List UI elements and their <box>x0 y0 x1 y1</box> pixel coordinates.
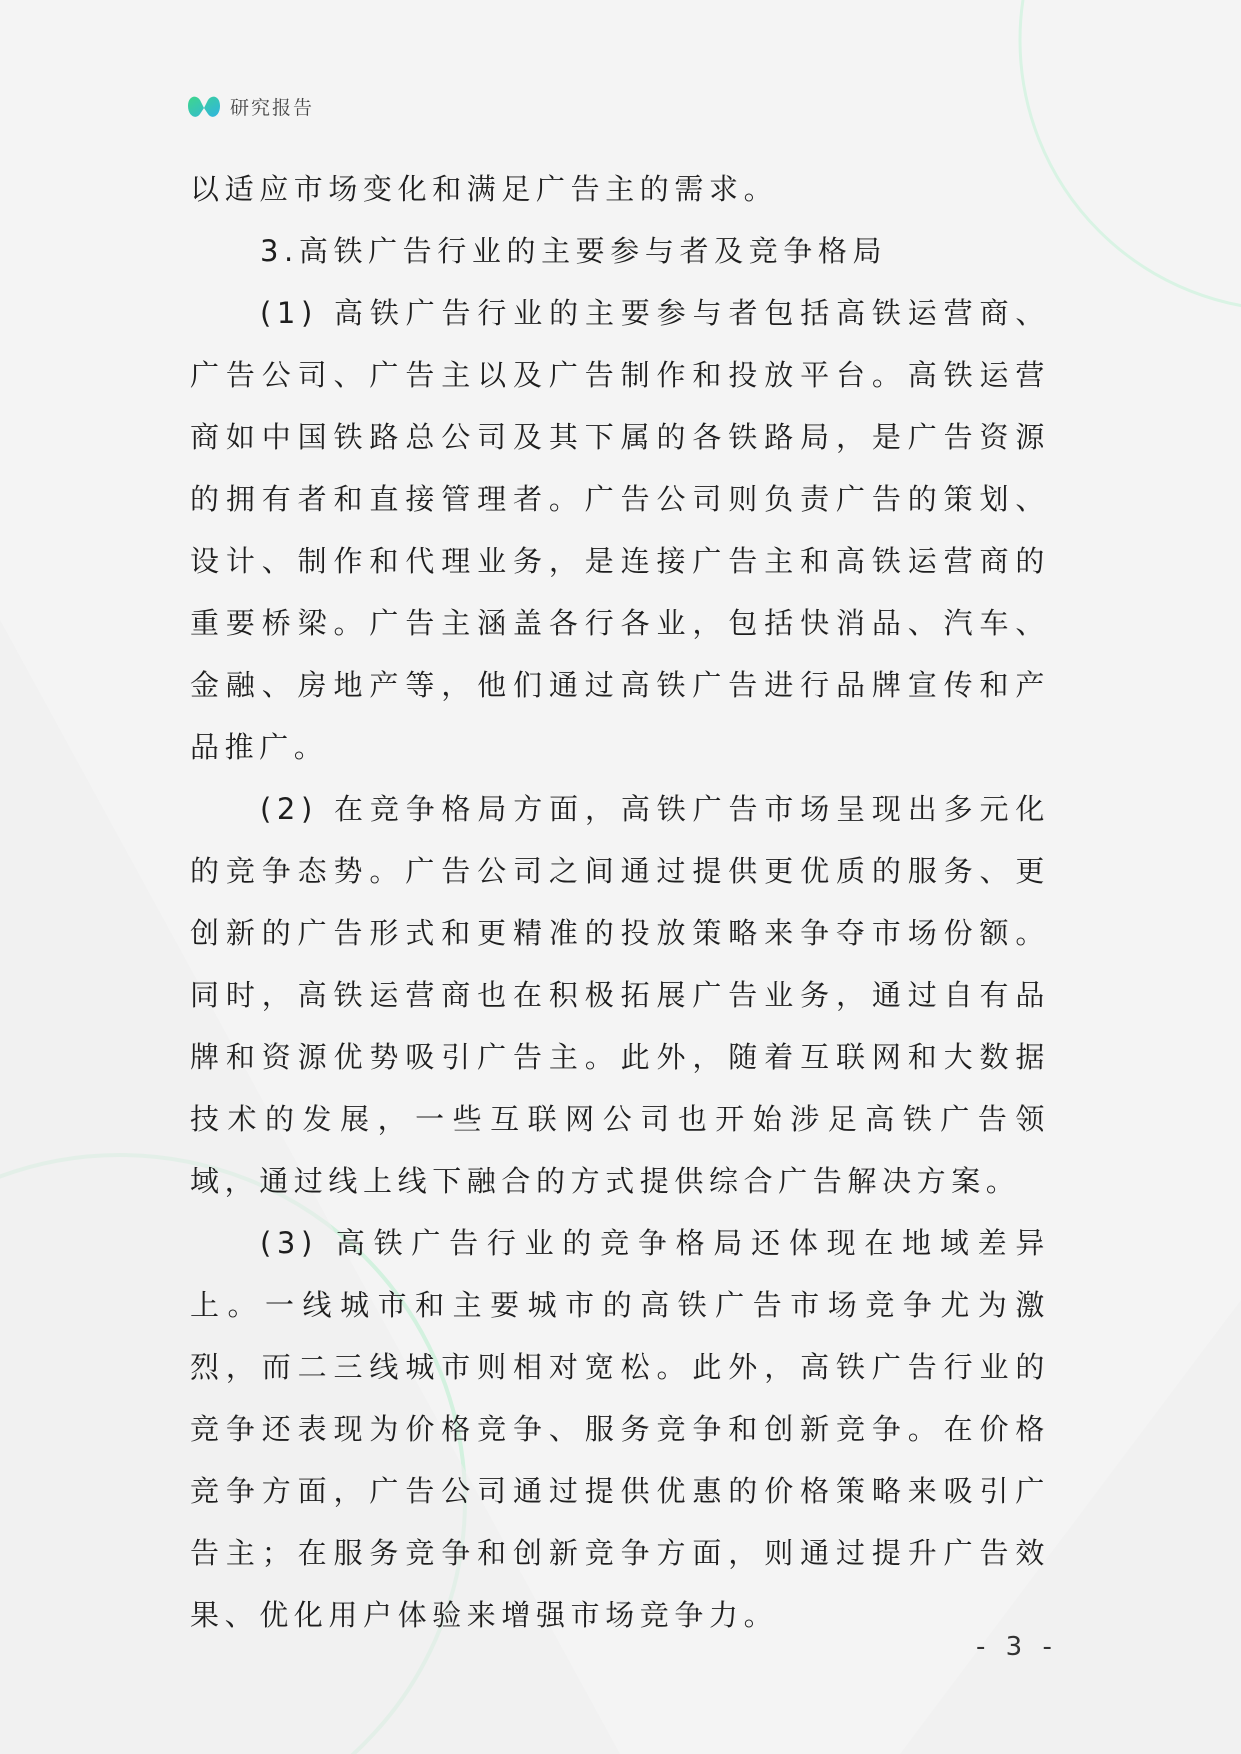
paragraph-3: (3) 高铁广告行业的竞争格局还体现在地域差异上。一线城市和主要城市的高铁广告市场竞争尤为激烈，而二三线城市则相对宽松。此外，高铁广告行业的竞争还表现为价格竞争、服务竞争和创新竞争。在价格竞争方面，广告公司通过提供优惠的价格策略来吸引广告主；在服务竞争和创新竞争方面，则通过提升广告效果、优化用户体验来增强市场竞争力。 <box>190 1226 1050 1632</box>
page-number: - 3 - <box>976 1632 1058 1662</box>
paragraph-continuation: 以适应市场变化和满足广告主的需求。 <box>190 172 779 206</box>
brand-logo-icon <box>186 88 222 124</box>
paragraph-2: (2) 在竞争格局方面，高铁广告市场呈现出多元化的竞争态势。广告公司之间通过提供更优质的服务、更创新的广告形式和更精准的投放策略来争夺市场份额。同时，高铁运营商也在积极拓展广告业务，通过自有品牌和资源优势吸引广告主。此外，随着互联网和大数据技术的发展，一些互联网公司也开始涉足高铁广告领域，通过线上线下融合的方式提供综合广告解决方案。 <box>190 792 1050 1198</box>
paragraph-1: (1) 高铁广告行业的主要参与者包括高铁运营商、广告公司、广告主以及广告制作和投放平台。高铁运营商如中国铁路总公司及其下属的各铁路局，是广告资源的拥有者和直接管理者。广告公司则负责广告的策划、设计、制作和代理业务，是连接广告主和高铁运营商的重要桥梁。广告主涵盖各行各业，包括快消品、汽车、金融、房地产等，他们通过高铁广告进行品牌宣传和产品推广。 <box>190 296 1050 764</box>
decorative-arc-top-right <box>1020 0 1241 310</box>
document-header <box>186 88 314 124</box>
section-heading: 3.高铁广告行业的主要参与者及竞争格局 <box>260 234 888 268</box>
document-body <box>190 158 1050 1646</box>
header-title: 研究报告 <box>230 96 315 119</box>
